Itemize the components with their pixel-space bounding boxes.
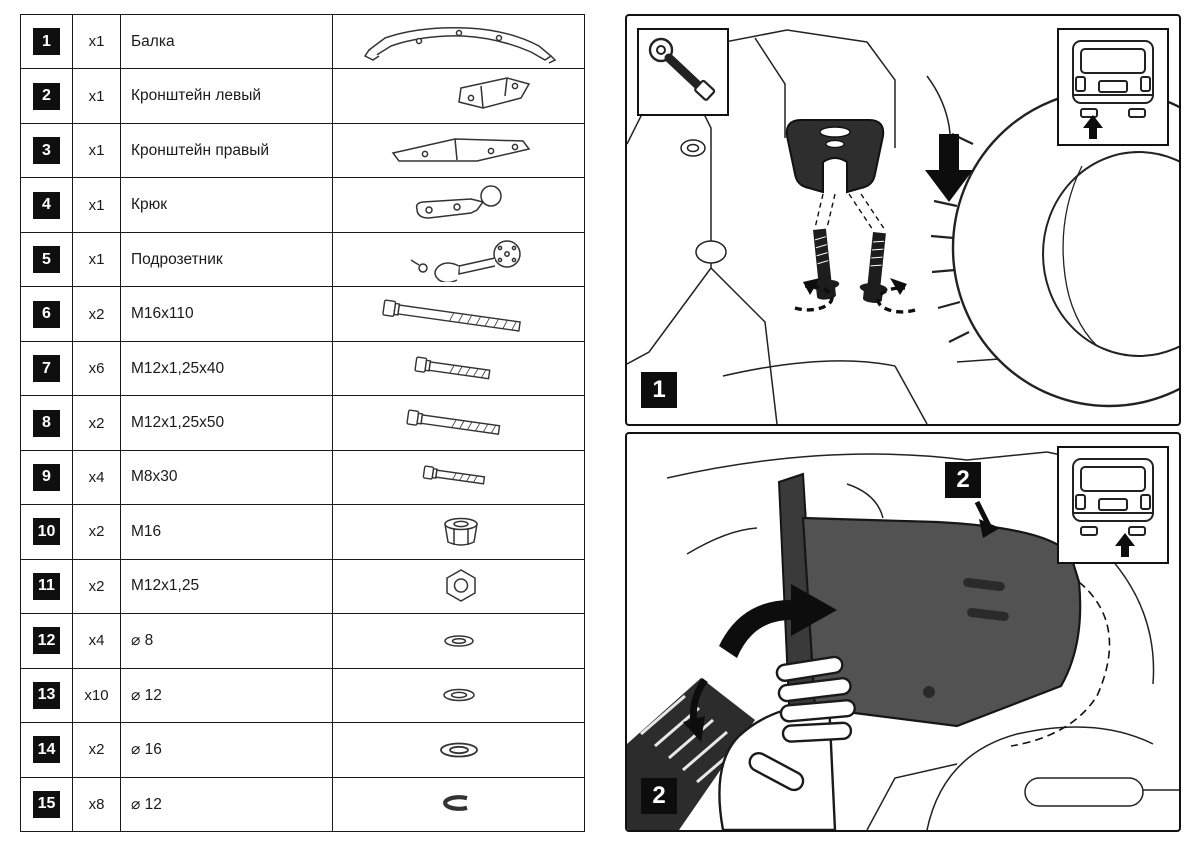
bolt-small-icon (359, 455, 559, 499)
table-row (21, 669, 584, 723)
step-number-badge: 2 (641, 778, 677, 814)
table-row (21, 723, 584, 777)
tool-inset (637, 28, 729, 116)
table-row (21, 69, 584, 123)
part-qty: x4 (73, 614, 121, 667)
beam-icon (359, 20, 559, 64)
part-number-badge: 7 (33, 355, 60, 382)
part-illustration (333, 287, 584, 340)
part-qty: x8 (73, 778, 121, 831)
right-bracket-icon (359, 129, 559, 173)
part-qty: x2 (73, 287, 121, 340)
part-qty: x2 (73, 560, 121, 613)
table-row (21, 15, 584, 69)
part-callout-badge: 2 (945, 462, 981, 498)
table-row (21, 178, 584, 232)
part-illustration (333, 560, 584, 613)
car-rear-inset (1057, 28, 1169, 146)
part-illustration (333, 669, 584, 722)
part-label: ⌀ 8 (121, 614, 333, 667)
part-illustration (333, 342, 584, 395)
part-qty: x2 (73, 505, 121, 558)
table-row (21, 342, 584, 396)
table-row (21, 287, 584, 341)
part-illustration (333, 233, 584, 286)
part-label: Кронштейн левый (121, 69, 333, 122)
step-2-panel (625, 432, 1181, 832)
table-row (21, 614, 584, 668)
part-number-badge: 4 (33, 192, 60, 219)
table-row (21, 124, 584, 178)
part-label: Балка (121, 15, 333, 68)
part-number-badge: 11 (33, 573, 60, 600)
part-illustration (333, 723, 584, 776)
socket-plate-icon (359, 238, 559, 282)
part-qty: x10 (73, 669, 121, 722)
part-qty: x6 (73, 342, 121, 395)
car-rear-view-icon (1059, 448, 1167, 562)
location-arrow-icon (1083, 115, 1103, 139)
part-illustration (333, 451, 584, 504)
part-number-badge: 1 (33, 28, 60, 55)
part-number-badge: 13 (33, 682, 60, 709)
part-qty: x2 (73, 723, 121, 776)
bolt-medium-icon (359, 401, 559, 445)
part-number-badge: 8 (33, 410, 60, 437)
table-row (21, 778, 584, 831)
part-label: М12х1,25х50 (121, 396, 333, 449)
part-illustration (333, 614, 584, 667)
bolt-short-icon (359, 347, 559, 391)
part-illustration (333, 778, 584, 831)
part-qty: x2 (73, 396, 121, 449)
part-illustration (333, 505, 584, 558)
part-label: ⌀ 16 (121, 723, 333, 776)
part-label: ⌀ 12 (121, 669, 333, 722)
part-label: М8х30 (121, 451, 333, 504)
car-rear-view-icon (1059, 30, 1167, 144)
part-number-badge: 10 (33, 518, 60, 545)
socket-wrench-icon (639, 30, 727, 114)
part-number-badge: 5 (33, 246, 60, 273)
table-row (21, 451, 584, 505)
part-label: М12х1,25х40 (121, 342, 333, 395)
step-number-badge: 1 (641, 372, 677, 408)
washer-medium-icon (359, 673, 559, 717)
part-number-badge: 9 (33, 464, 60, 491)
part-number-badge: 6 (33, 301, 60, 328)
washer-small-icon (359, 619, 559, 663)
left-bracket-icon (359, 74, 559, 118)
part-qty: x1 (73, 69, 121, 122)
part-qty: x4 (73, 451, 121, 504)
part-label: М12х1,25 (121, 560, 333, 613)
shackle-bracket (787, 120, 883, 192)
part-label: М16 (121, 505, 333, 558)
part-qty: x1 (73, 233, 121, 286)
table-row (21, 233, 584, 287)
part-label: Подрозетник (121, 233, 333, 286)
part-label: Крюк (121, 178, 333, 231)
location-arrow-icon (1115, 533, 1135, 557)
table-row (21, 396, 584, 450)
flange-nut-icon (359, 510, 559, 554)
hex-nut-icon (359, 564, 559, 608)
part-illustration (333, 396, 584, 449)
part-number-badge: 3 (33, 137, 60, 164)
parts-table (20, 14, 585, 832)
part-number-badge: 12 (33, 627, 60, 654)
part-illustration (333, 178, 584, 231)
step-1-panel (625, 14, 1181, 426)
part-label: ⌀ 12 (121, 778, 333, 831)
part-qty: x1 (73, 124, 121, 177)
tow-ball-icon (359, 183, 559, 227)
part-label: М16х110 (121, 287, 333, 340)
washer-large-icon (359, 728, 559, 772)
part-number-badge: 15 (33, 791, 60, 818)
part-illustration (333, 15, 584, 68)
part-label: Кронштейн правый (121, 124, 333, 177)
table-row (21, 505, 584, 559)
table-row (21, 560, 584, 614)
bolt-long-icon (359, 292, 559, 336)
part-illustration (333, 124, 584, 177)
car-rear-inset (1057, 446, 1169, 564)
lock-washer-icon (359, 782, 559, 826)
part-illustration (333, 69, 584, 122)
part-number-badge: 2 (33, 83, 60, 110)
part-qty: x1 (73, 178, 121, 231)
part-qty: x1 (73, 15, 121, 68)
part-number-badge: 14 (33, 736, 60, 763)
